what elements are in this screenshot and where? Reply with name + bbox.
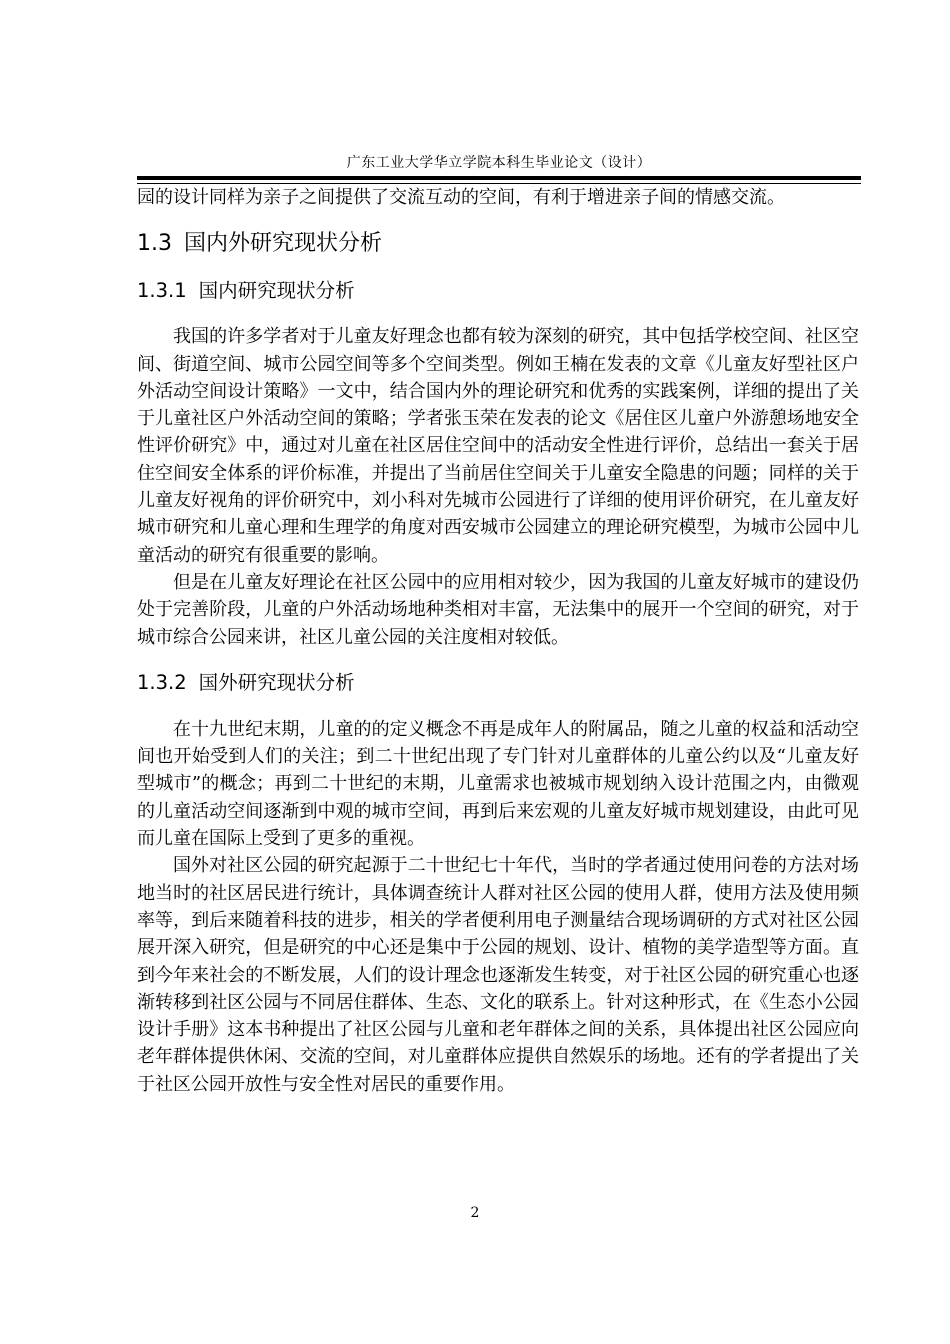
paragraph: 我国的许多学者对于儿童友好理念也都有较为深刻的研究，其中包括学校空间、社区空间、街道空间、城市公园空间等多个空间类型。例如王楠在发表的文章《儿童友好型社区户外活动空间设计策略》一文中，结合国内外的理论研究和优秀的实践案例，详细的提出了关于儿童社区户外活动空间的策略；学者张玉荣在发表的论文《居住区儿童户外游憩场地安全性评价研究》中，通过对儿童在社区居住空间中的活动安全性进行评价，总结出一套关于居住空间安全体系的评价标准，并提出了当前居住空间关于儿童安全隐患的问题；同样的关于儿童友好视角的评价研究中，刘小科对先城市公园进行了详细的使用评价研究，在儿童友好城市研究和儿童心理和生理学的角度对西安城市公园建立的理论研究模型，为城市公园中儿童活动的研究有很重要的影响。 — [137, 326, 859, 566]
header-rule-thick — [137, 176, 861, 180]
body-text — [137, 184, 859, 1098]
subsection-number: 1.3.1 — [137, 279, 187, 303]
page-number: 2 — [470, 1205, 480, 1221]
section-heading — [137, 230, 859, 258]
paragraph: 国外对社区公园的研究起源于二十世纪七十年代，当时的学者通过使用问卷的方法对场地当时的社区居民进行统计，具体调查统计人群对社区公园的使用人群，使用方法及使用频率等，到后来随着科技的进步，相关的学者便利用电子测量结合现场调研的方式对社区公园展开深入研究，但是研究的中心还是集中于公园的规划、设计、植物的美学造型等方面。直到今年来社会的不断发展，人们的设计理念也逐渐发生转变，对于社区公园的研究重心也逐渐转移到社区公园与不同居住群体、生态、文化的联系上。针对这种形式，在《生态小公园设计手册》这本书种提出了社区公园与儿童和老年群体之间的关系，具体提出社区公园应向老年群体提供休闲、交流的空间，对儿童群体应提供自然娱乐的场地。还有的学者提出了关于社区公园开放性与安全性对居民的重要作用。 — [137, 855, 859, 1095]
subsection-heading — [137, 278, 859, 304]
running-header: 广东工业大学华立学院本科生毕业论文（设计） — [346, 155, 652, 171]
subsection-heading — [137, 670, 859, 696]
section-number: 1.3 — [137, 231, 172, 257]
subsection-title: 国内研究现状分析 — [198, 279, 355, 303]
lead-paragraph: 园的设计同样为亲子之间提供了交流互动的空间，有利于增进亲子间的情感交流。 — [137, 187, 785, 208]
subsection-number: 1.3.2 — [137, 670, 187, 694]
paragraph: 在十九世纪末期，儿童的的定义概念不再是成年人的附属品，随之儿童的权益和活动空间也开始受到人们的关注；到二十世纪出现了专门针对儿童群体的儿童公约以及“儿童友好型城市”的概念；再到二十世纪的末期，儿童需求也被城市规划纳入设计范围之内，由微观的儿童活动空间逐渐到中观的城市空间，再到后来宏观的儿童友好城市规划建设，由此可见而儿童在国际上受到了更多的重视。 — [137, 718, 859, 850]
subsection-title: 国外研究现状分析 — [198, 670, 355, 694]
paragraph: 但是在儿童友好理论在社区公园中的应用相对较少，因为我国的儿童友好城市的建设仍处于完善阶段，儿童的户外活动场地种类相对丰富，无法集中的展开一个空间的研究，对于城市综合公园来讲，社区儿童公园的关注度相对较低。 — [137, 571, 859, 648]
section-title: 国内外研究现状分析 — [184, 231, 383, 257]
